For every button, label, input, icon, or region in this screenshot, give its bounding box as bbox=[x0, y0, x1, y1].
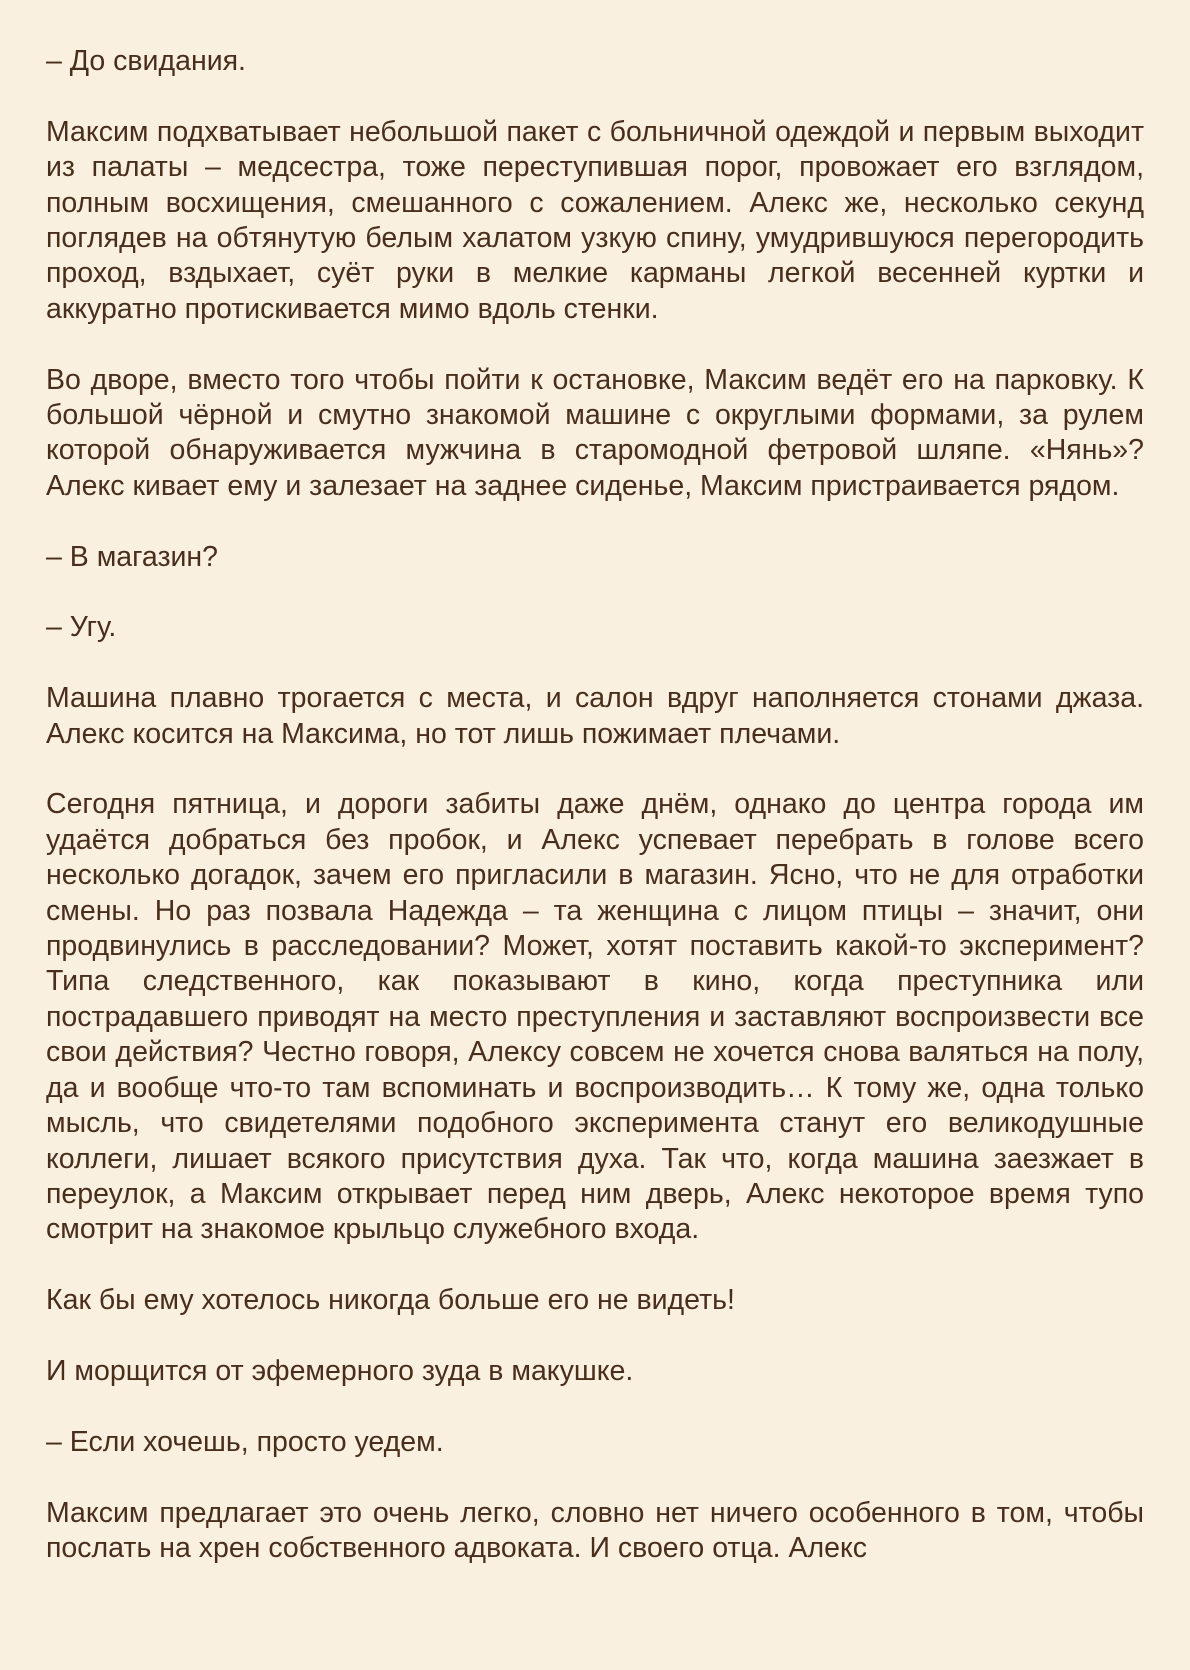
paragraph-never-see: Как бы ему хотелось никогда больше его не видеть! bbox=[46, 1284, 735, 1317]
paragraph-leaving-ward: Максим подхватывает небольшой пакет с больничной одеждой и первым выходит из палаты – медсестра, тоже переступившая порог, провожает его взглядом, полным восхищения, смешанного с сожалением. Алекс же, несколько секунд поглядев на обтянутую белым халатом узкую спину, умудрившуюся перегородить проход, вздыхает, суёт руки в мелкие карманы легкой весенней куртки и аккуратно протискивается мимо вдоль стенки. bbox=[46, 115, 1144, 325]
dialogue-goodbye: – До свидания. bbox=[46, 45, 246, 77]
dialogue-to-shop: – В магазин? bbox=[46, 540, 219, 573]
paragraph-offer: Максим предлагает это очень легко, словно нет ничего особенного в том, чтобы послать на хрен собственного адвоката. И своего отца. Алекс bbox=[46, 1496, 1144, 1564]
paragraph-parking: Во дворе, вместо того чтобы пойти к остановке, Максим ведёт его на парковку. К большой чёрной и смутно знакомой машине с округлыми формами, за рулем которой обнаруживается мужчина в старомодной фетровой шляпе. «Нянь»? Алекс кивает ему и залезает на заднее сиденье, Максим пристраивается рядом. bbox=[46, 363, 1144, 502]
paragraph-itch: И морщится от эфемерного зуда в макушке. bbox=[46, 1354, 634, 1387]
paragraph-jazz: Машина плавно трогается с места, и салон вдруг наполняется стонами джаза. Алекс косится на Максима, но тот лишь пожимает плечами. bbox=[46, 682, 1144, 750]
paragraph-friday: Сегодня пятница, и дороги забиты даже днём, однако до центра города им удаётся добраться без пробок, и Алекс успевает перебрать в голове всего несколько догадок, зачем его пригласили в магазин. Ясно, что не для отработки смены. Но раз позвала Надежда – та женщина с лицом птицы – значит, они продвинулись в расследовании? Может, хотят поставить какой-то эксперимент? Типа следственного, как показывают в кино, когда преступника или пострадавшего приводят на место преступления и заставляют воспроизвести все свои действия? Честно говоря, Алексу совсем не хочется снова валяться на полу, да и вообще что-то там вспоминать и воспроизводить… К тому же, одна только мысль, что свидетелями подобного эксперимента станут его великодушные коллеги, лишает всякого присутствия духа. Так что, когда машина заезжает в переулок, а Максим открывает перед ним дверь, Алекс некоторое время тупо смотрит на знакомое крыльцо служебного входа. bbox=[46, 788, 1144, 1246]
dialogue-leave: – Если хочешь, просто уедем. bbox=[46, 1425, 444, 1458]
dialogue-ugu: – Угу. bbox=[46, 611, 117, 644]
